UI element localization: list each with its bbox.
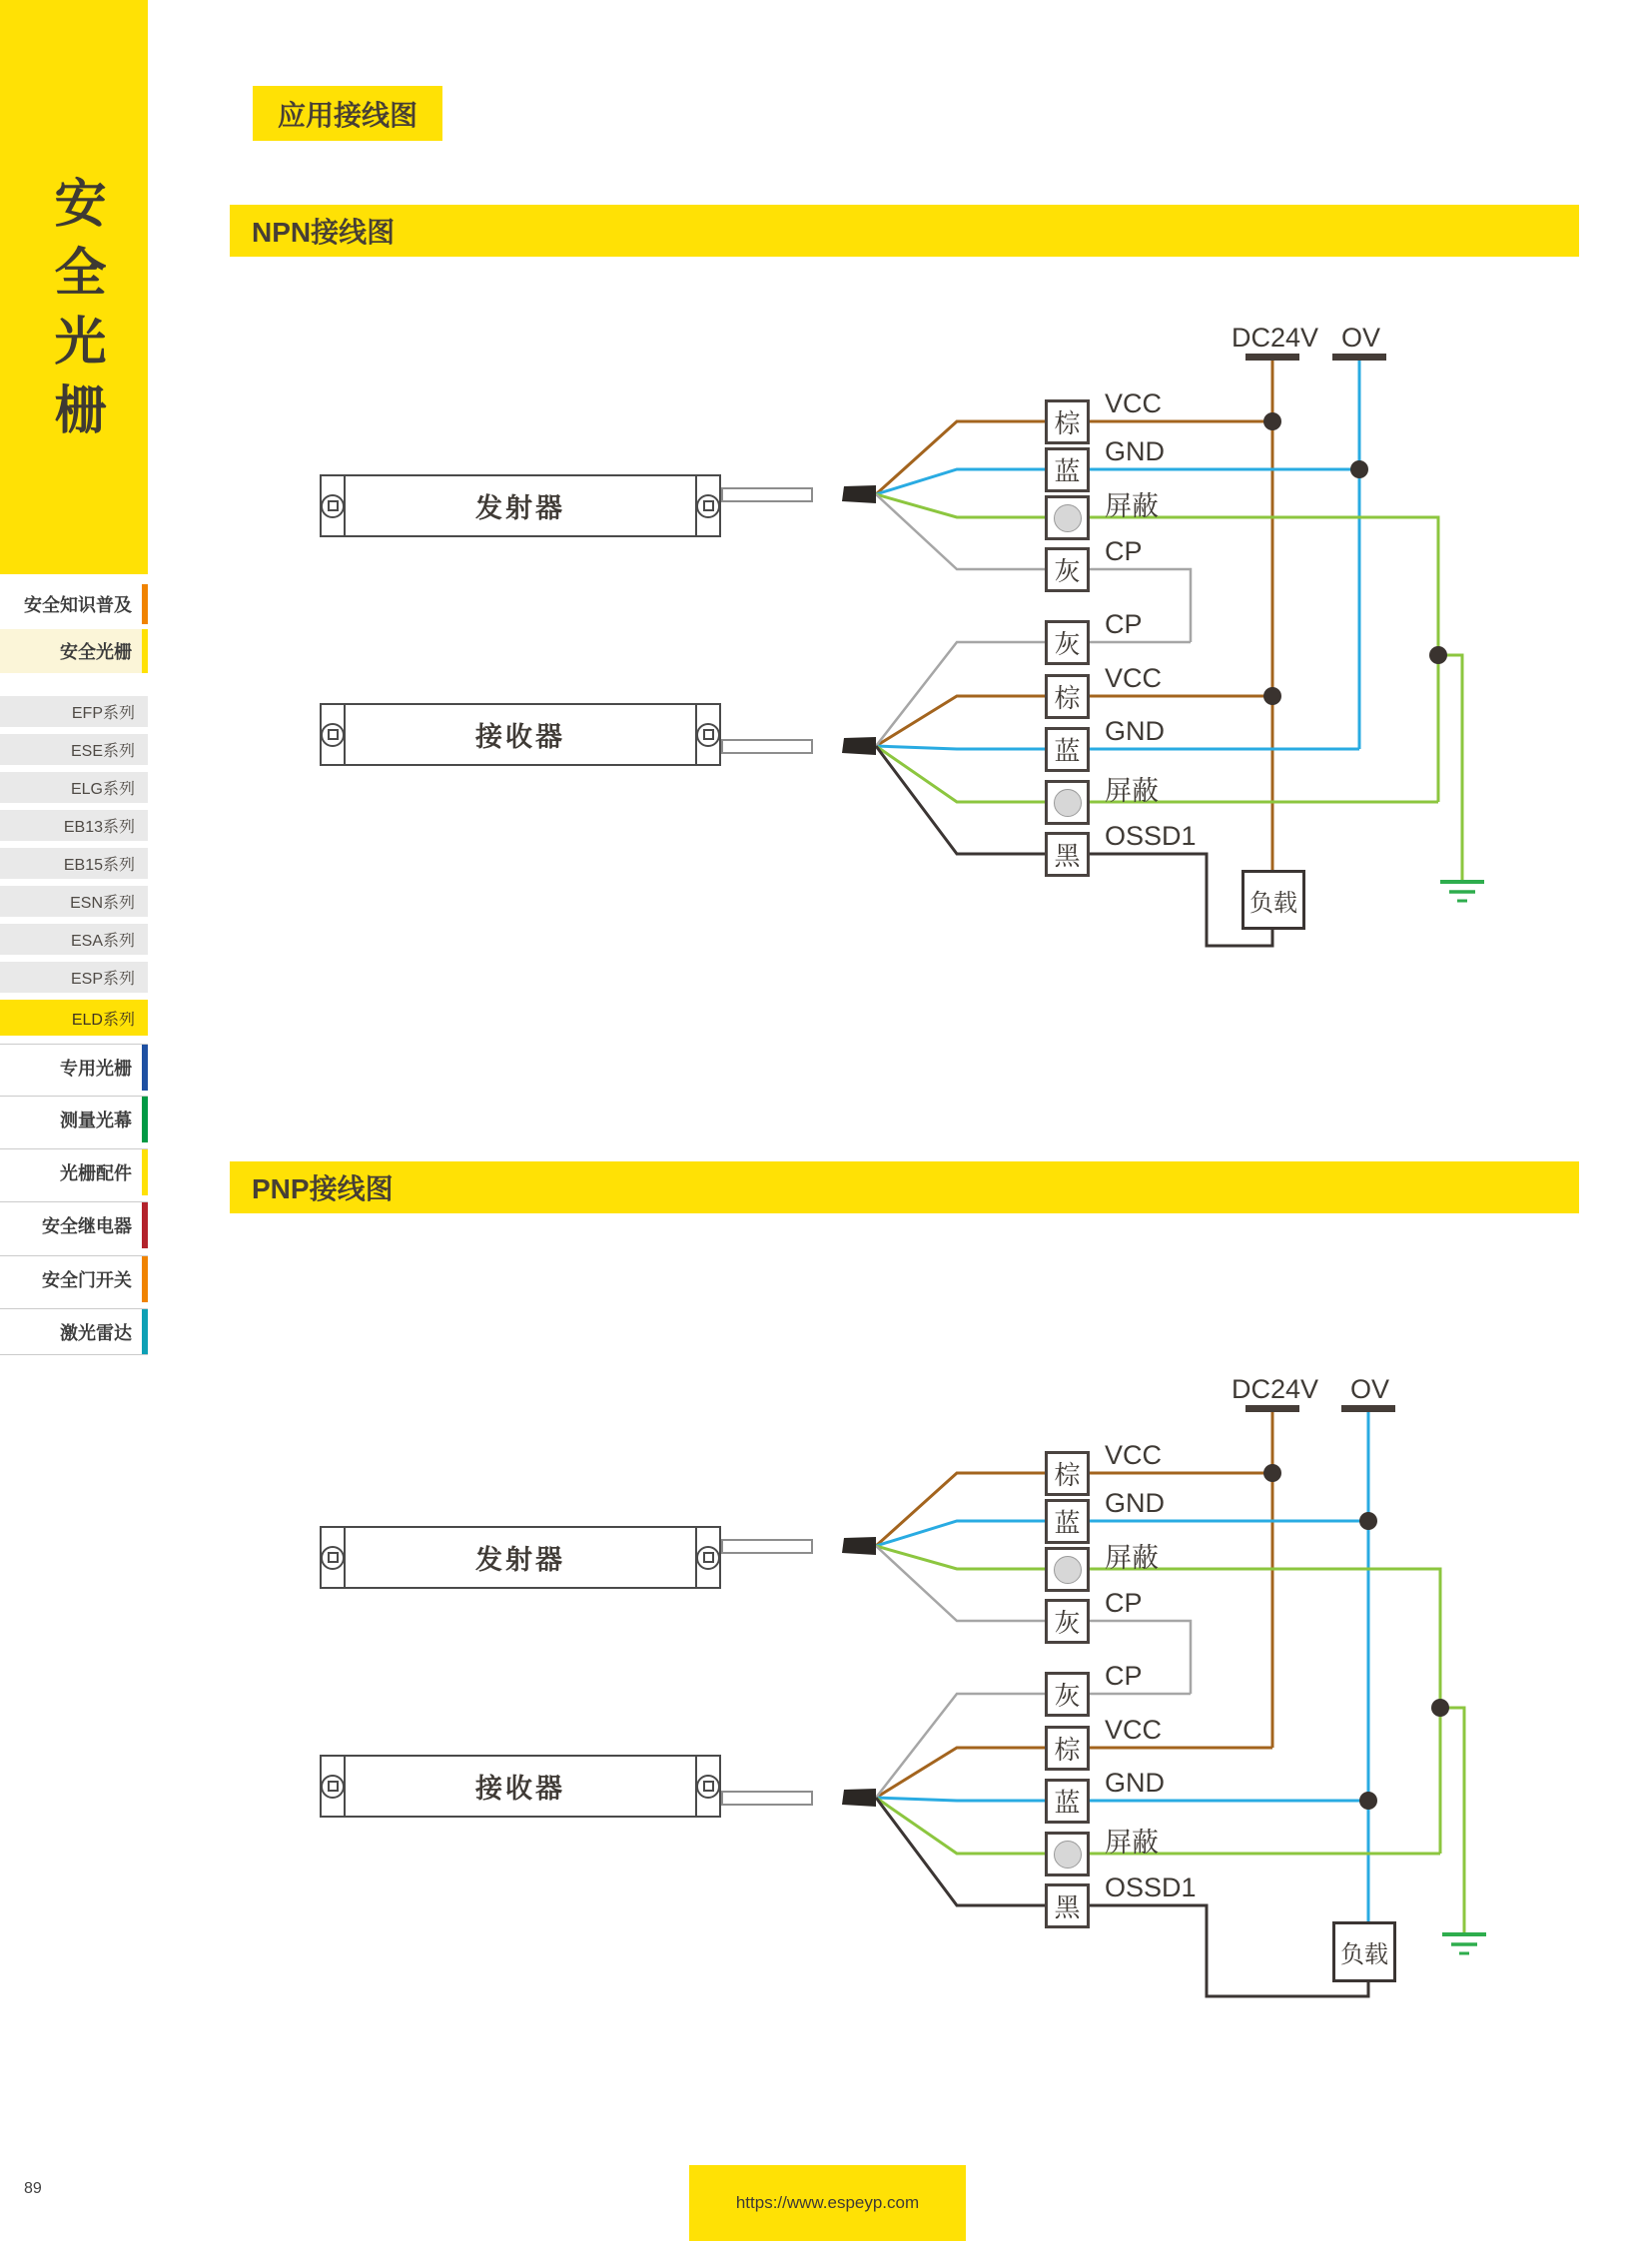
shield-wire-icon bbox=[1054, 1556, 1082, 1584]
sidebar-item-measuring-curtain[interactable]: 测量光幕 bbox=[0, 1096, 148, 1142]
pnp-dc24v-terminal-bar bbox=[1245, 1405, 1299, 1412]
pnp-junction-dot bbox=[1359, 1792, 1377, 1810]
pnp-rx-wire-black-box: 黑 bbox=[1045, 1883, 1090, 1928]
npn-dc24v-terminal-bar bbox=[1245, 354, 1299, 361]
sidebar-item-esn-series[interactable]: ESN系列 bbox=[0, 886, 148, 917]
npn-tx-vcc-label: VCC bbox=[1105, 388, 1163, 418]
pnp-rx-wire-blue-box: 蓝 bbox=[1045, 1779, 1090, 1824]
receiver-label: 接收器 bbox=[475, 722, 565, 752]
pnp-dc24v-label: DC24V bbox=[1232, 1374, 1319, 1404]
pnp-ov-label: OV bbox=[1350, 1374, 1390, 1404]
npn-junction-dot bbox=[1263, 687, 1281, 705]
pnp-junction-dot bbox=[1431, 1699, 1449, 1717]
accent-bar bbox=[142, 629, 148, 673]
sidebar-category-banner bbox=[0, 0, 148, 574]
pnp-rx-shield-label: 屏蔽 bbox=[1105, 1828, 1159, 1858]
npn-rx-shield-label: 屏蔽 bbox=[1105, 776, 1159, 806]
sidebar-item-safety-light-curtain[interactable]: 安全光栅 bbox=[0, 629, 148, 673]
sidebar-item-eb15-series[interactable]: EB15系列 bbox=[0, 848, 148, 879]
npn-rx-vcc-label: VCC bbox=[1105, 663, 1163, 693]
accent-bar bbox=[142, 1309, 148, 1354]
npn-tx-wire-blue-box: 蓝 bbox=[1045, 447, 1090, 492]
npn-rx-wire-shield-box bbox=[1045, 780, 1090, 825]
sidebar-item-efp-series[interactable]: EFP系列 bbox=[0, 696, 148, 727]
accent-bar bbox=[142, 1097, 148, 1142]
npn-shield-ground-branch bbox=[1438, 655, 1462, 880]
npn-tx-gnd-label: GND bbox=[1105, 436, 1165, 466]
pnp-rx-gnd-label: GND bbox=[1105, 1768, 1165, 1798]
pnp-tx-wire-shield-box bbox=[1045, 1547, 1090, 1592]
pnp-tx-shield-label: 屏蔽 bbox=[1105, 1543, 1159, 1573]
pnp-load-box: 负载 bbox=[1332, 1921, 1396, 1982]
section-header-pnp: PNP接线图 bbox=[230, 1161, 1579, 1213]
page-title-badge: 应用接线图 bbox=[253, 86, 442, 141]
pnp-rx-wire-gray-box: 灰 bbox=[1045, 1672, 1090, 1717]
pnp-tx-shield-wire bbox=[876, 1546, 1440, 1854]
npn-rx-cable-end bbox=[842, 737, 876, 755]
pnp-rx-ossd1-label: OSSD1 bbox=[1105, 1872, 1197, 1902]
footer-url-box: https://www.espeyp.com bbox=[689, 2165, 966, 2241]
npn-dc24v-label: DC24V bbox=[1232, 323, 1319, 353]
sidebar-item-safety-door-switch[interactable]: 安全门开关 bbox=[0, 1255, 148, 1302]
pnp-transmitter-device bbox=[320, 1526, 721, 1589]
npn-tx-wire-gray-box: 灰 bbox=[1045, 547, 1090, 592]
npn-junction-dot bbox=[1350, 460, 1368, 478]
accent-bar bbox=[142, 1045, 148, 1091]
pnp-ov-terminal-bar bbox=[1341, 1405, 1395, 1412]
sidebar-item-esa-series[interactable]: ESA系列 bbox=[0, 924, 148, 955]
accent-bar bbox=[142, 1149, 148, 1195]
sidebar-item-special-grating[interactable]: 专用光栅 bbox=[0, 1044, 148, 1091]
shield-wire-icon bbox=[1054, 789, 1082, 817]
pnp-tx-cable-stub bbox=[721, 1539, 813, 1554]
accent-bar bbox=[142, 1202, 148, 1248]
npn-ov-terminal-bar bbox=[1332, 354, 1386, 361]
sidebar-item-grating-accessories[interactable]: 光栅配件 bbox=[0, 1148, 148, 1195]
npn-tx-cable-stub bbox=[721, 487, 813, 502]
npn-rx-cable-stub bbox=[721, 739, 813, 754]
npn-tx-shield-wire bbox=[876, 494, 1438, 802]
pnp-rx-wire-shield-box bbox=[1045, 1832, 1090, 1876]
sidebar-item-elg-series[interactable]: ELG系列 bbox=[0, 772, 148, 803]
sidebar-item-esp-series[interactable]: ESP系列 bbox=[0, 962, 148, 993]
npn-transmitter-device bbox=[320, 474, 721, 537]
pnp-junction-dot bbox=[1359, 1512, 1377, 1530]
shield-wire-icon bbox=[1054, 504, 1082, 532]
pnp-rx-vcc-label: VCC bbox=[1105, 1715, 1163, 1745]
npn-rx-cp-label: CP bbox=[1105, 609, 1143, 639]
sidebar-vertical-title: 安全光栅 bbox=[46, 176, 104, 451]
npn-tx-wire-brown-box: 棕 bbox=[1045, 399, 1090, 444]
sidebar-item-ese-series[interactable]: ESE系列 bbox=[0, 734, 148, 765]
pnp-tx-wire-brown-box: 棕 bbox=[1045, 1451, 1090, 1496]
npn-tx-shield-label: 屏蔽 bbox=[1105, 491, 1159, 521]
pnp-tx-cp-label: CP bbox=[1105, 1588, 1143, 1618]
pnp-rx-wire-brown-box: 棕 bbox=[1045, 1726, 1090, 1771]
pnp-rx-cable-end bbox=[842, 1789, 876, 1807]
pnp-rx-cp-label: CP bbox=[1105, 1661, 1143, 1691]
npn-tx-cable-end bbox=[842, 485, 876, 503]
transmitter-label: 发射器 bbox=[475, 1545, 565, 1575]
npn-receiver-device bbox=[320, 703, 721, 766]
pnp-receiver-device bbox=[320, 1755, 721, 1818]
accent-bar bbox=[142, 1256, 148, 1302]
pnp-tx-wire-gray-box: 灰 bbox=[1045, 1599, 1090, 1644]
pnp-tx-gnd-label: GND bbox=[1105, 1488, 1165, 1518]
pnp-tx-cable-end bbox=[842, 1537, 876, 1555]
pnp-junction-dot bbox=[1263, 1464, 1281, 1482]
npn-ov-label: OV bbox=[1341, 323, 1381, 353]
npn-tx-wire-shield-box bbox=[1045, 495, 1090, 540]
page-number: 89 bbox=[24, 2180, 42, 2197]
npn-rx-wire-black-box: 黑 bbox=[1045, 832, 1090, 877]
sidebar-item-safety-relay[interactable]: 安全继电器 bbox=[0, 1201, 148, 1248]
npn-rx-wire-blue-box: 蓝 bbox=[1045, 727, 1090, 772]
transmitter-label: 发射器 bbox=[475, 493, 565, 523]
sidebar-item-laser-radar[interactable]: 激光雷达 bbox=[0, 1308, 148, 1355]
sidebar-item-safety-knowledge[interactable]: 安全知识普及 bbox=[0, 584, 148, 624]
accent-bar bbox=[142, 584, 148, 624]
pnp-rx-cable-stub bbox=[721, 1791, 813, 1806]
pnp-tx-wire-blue-box: 蓝 bbox=[1045, 1499, 1090, 1544]
npn-tx-cp-label: CP bbox=[1105, 536, 1143, 566]
sidebar-item-eb13-series[interactable]: EB13系列 bbox=[0, 810, 148, 841]
npn-load-box: 负载 bbox=[1241, 870, 1305, 930]
receiver-label: 接收器 bbox=[475, 1774, 565, 1804]
pnp-shield-ground-branch bbox=[1440, 1708, 1464, 1932]
section-header-npn: NPN接线图 bbox=[230, 205, 1579, 257]
npn-rx-wire-brown-box: 棕 bbox=[1045, 674, 1090, 719]
shield-wire-icon bbox=[1054, 1841, 1082, 1868]
npn-junction-dot bbox=[1263, 412, 1281, 430]
npn-rx-gnd-label: GND bbox=[1105, 716, 1165, 746]
pnp-tx-vcc-label: VCC bbox=[1105, 1440, 1163, 1470]
npn-rx-ossd1-label: OSSD1 bbox=[1105, 821, 1197, 851]
npn-rx-wire-gray-box: 灰 bbox=[1045, 620, 1090, 665]
sidebar-item-eld-series-selected[interactable]: ELD系列 bbox=[0, 1000, 148, 1036]
npn-junction-dot bbox=[1429, 646, 1447, 664]
